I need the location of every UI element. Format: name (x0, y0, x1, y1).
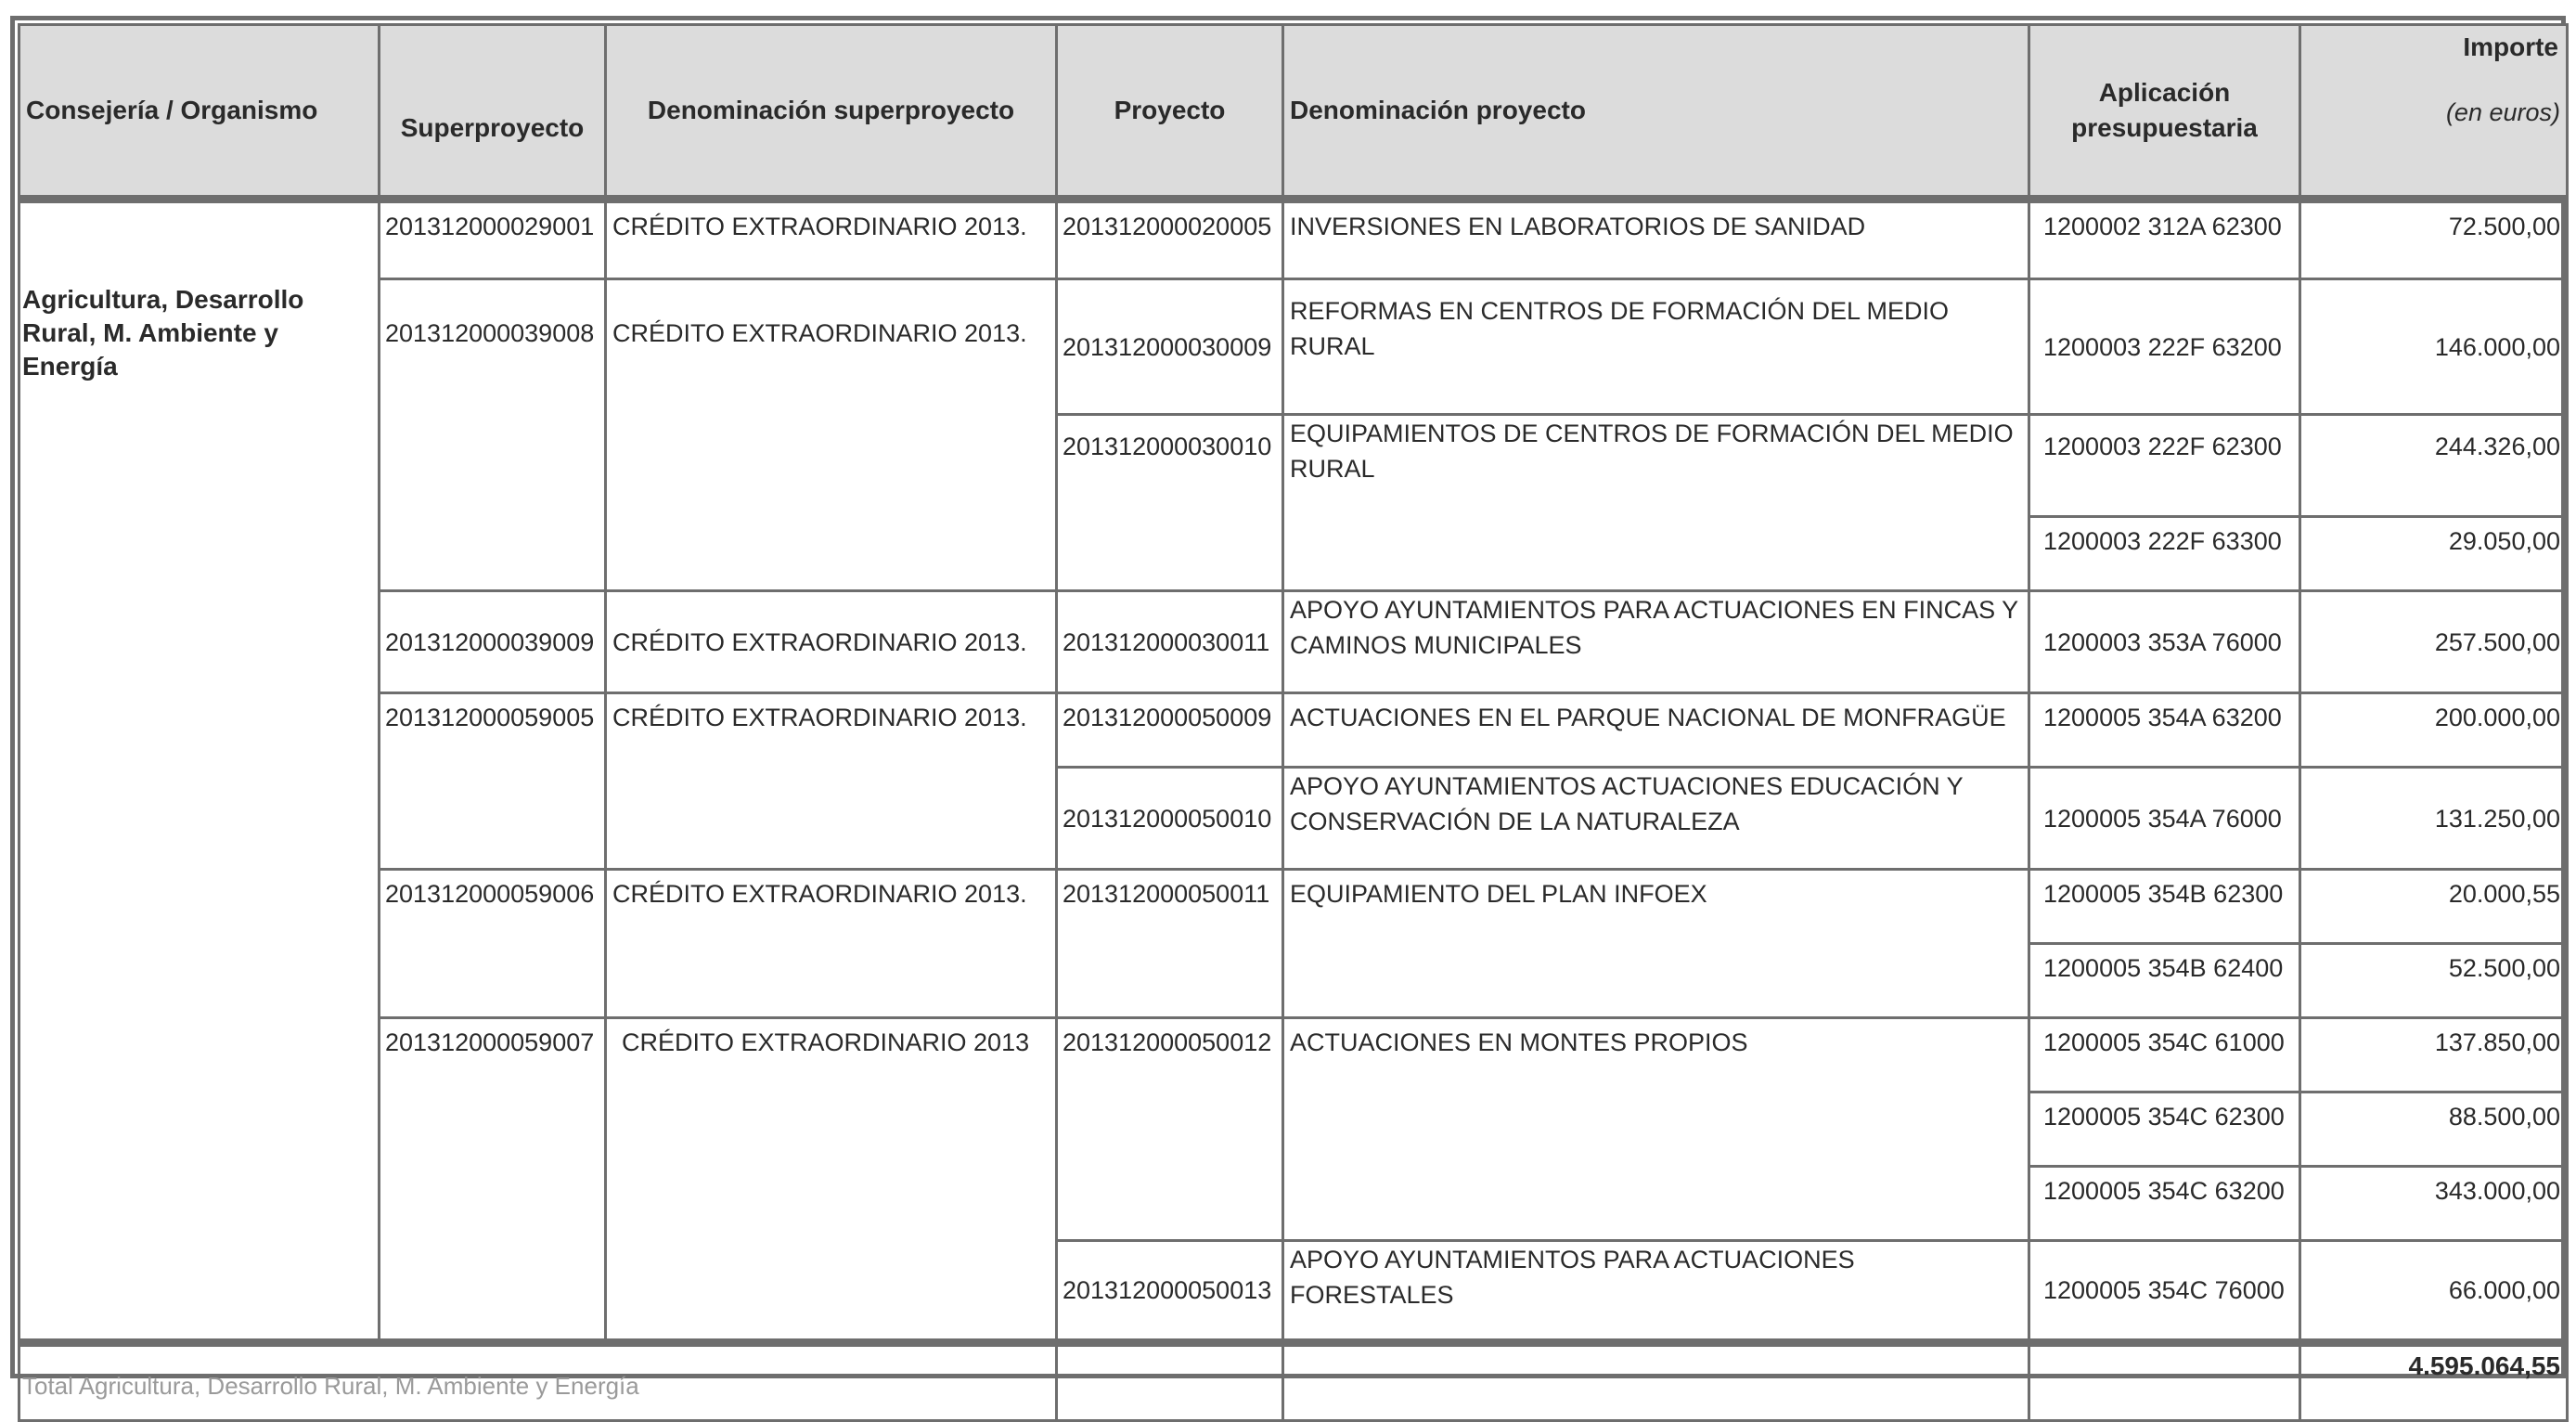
total-empty-cell (2029, 1343, 2300, 1421)
superproyecto-name: CRÉDITO EXTRAORDINARIO 2013 (606, 1018, 1057, 1343)
total-empty-cell (1283, 1343, 2029, 1421)
importe-cell: 52.500,00 (2300, 944, 2568, 1018)
proyecto-code: 201312000030010 (1057, 415, 1283, 591)
table-row (19, 1018, 2568, 1092)
proyecto-name: APOYO AYUNTAMIENTOS PARA ACTUACIONES FORESTALES (1283, 1241, 2029, 1343)
aplicacion-cell: 1200003 222F 63300 (2029, 517, 2300, 591)
proyecto-name: INVERSIONES EN LABORATORIOS DE SANIDAD (1283, 200, 2029, 279)
proyecto-name: APOYO AYUNTAMIENTOS PARA ACTUACIONES EN FINCAS Y CAMINOS MUNICIPALES (1283, 591, 2029, 693)
superproyecto-code: 201312000059006 (380, 870, 606, 1018)
aplicacion-cell: 1200005 354C 61000 (2029, 1018, 2300, 1092)
header-row (19, 25, 2568, 200)
aplicacion-cell: 1200003 222F 62300 (2029, 415, 2300, 517)
header-proyecto: Proyecto (1057, 25, 1283, 200)
proyecto-name: EQUIPAMIENTO DEL PLAN INFOEX (1283, 870, 2029, 1018)
table-row (19, 200, 2568, 279)
superproyecto-name: CRÉDITO EXTRAORDINARIO 2013. (606, 591, 1057, 693)
proyecto-code: 201312000030009 (1057, 279, 1283, 415)
aplicacion-cell: 1200005 354A 63200 (2029, 693, 2300, 768)
superproyecto-name: CRÉDITO EXTRAORDINARIO 2013. (606, 870, 1057, 1018)
header-importe (2300, 25, 2568, 200)
total-amount: 4.595.064,55 (2300, 1343, 2568, 1421)
superproyecto-code: 201312000029001 (380, 200, 606, 279)
proyecto-name: ACTUACIONES EN EL PARQUE NACIONAL DE MONFRAGÜE (1283, 693, 2029, 768)
aplicacion-cell: 1200005 354B 62400 (2029, 944, 2300, 1018)
aplicacion-cell: 1200005 354C 63200 (2029, 1167, 2300, 1241)
aplicacion-cell: 1200005 354B 62300 (2029, 870, 2300, 944)
proyecto-name: APOYO AYUNTAMIENTOS ACTUACIONES EDUCACIÓN Y CONSERVACIÓN DE LA NATURALEZA (1283, 768, 2029, 870)
total-label: Total Agricultura, Desarrollo Rural, M. Ambiente y Energía (19, 1343, 1057, 1421)
table-row (19, 591, 2568, 693)
aplicacion-cell: 1200003 353A 76000 (2029, 591, 2300, 693)
importe-cell: 200.000,00 (2300, 693, 2568, 768)
aplicacion-cell: 1200003 222F 63200 (2029, 279, 2300, 415)
importe-cell: 66.000,00 (2300, 1241, 2568, 1343)
aplicacion-cell: 1200002 312A 62300 (2029, 200, 2300, 279)
header-organismo: Consejería / Organismo (19, 25, 380, 200)
table-row (19, 870, 2568, 944)
importe-cell: 137.850,00 (2300, 1018, 2568, 1092)
budget-table-frame (10, 16, 2566, 1400)
importe-cell: 146.000,00 (2300, 279, 2568, 415)
importe-cell: 88.500,00 (2300, 1092, 2568, 1167)
table-row (19, 693, 2568, 768)
header-denominacion-proyecto: Denominación proyecto (1283, 25, 2029, 200)
header-aplicacion: Aplicación presupuestaria (2029, 25, 2300, 200)
importe-cell: 343.000,00 (2300, 1167, 2568, 1241)
header-importe-unit: (en euros) (2445, 98, 2560, 126)
aplicacion-cell: 1200005 354C 62300 (2029, 1092, 2300, 1167)
aplicacion-cell: 1200005 354C 76000 (2029, 1241, 2300, 1343)
header-importe-label: Importe (2463, 32, 2558, 61)
proyecto-code: 201312000050012 (1057, 1018, 1283, 1241)
superproyecto-code: 201312000039008 (380, 279, 606, 591)
proyecto-code: 201312000050010 (1057, 768, 1283, 870)
total-empty-cell (1057, 1343, 1283, 1421)
proyecto-code: 201312000050011 (1057, 870, 1283, 1018)
proyecto-code: 201312000050013 (1057, 1241, 1283, 1343)
superproyecto-code: 201312000059005 (380, 693, 606, 870)
superproyecto-code: 201312000059007 (380, 1018, 606, 1343)
total-row (19, 1343, 2568, 1421)
proyecto-name: EQUIPAMIENTOS DE CENTROS DE FORMACIÓN DEL MEDIO RURAL (1283, 415, 2029, 591)
header-superproyecto: Superproyecto (380, 25, 606, 200)
importe-cell: 20.000,55 (2300, 870, 2568, 944)
budget-table (18, 23, 2569, 1422)
importe-cell: 72.500,00 (2300, 200, 2568, 279)
superproyecto-name: CRÉDITO EXTRAORDINARIO 2013. (606, 200, 1057, 279)
aplicacion-cell: 1200005 354A 76000 (2029, 768, 2300, 870)
superproyecto-name: CRÉDITO EXTRAORDINARIO 2013. (606, 279, 1057, 591)
superproyecto-name: CRÉDITO EXTRAORDINARIO 2013. (606, 693, 1057, 870)
proyecto-name: REFORMAS EN CENTROS DE FORMACIÓN DEL MEDIO RURAL (1283, 279, 2029, 415)
proyecto-code: 201312000030011 (1057, 591, 1283, 693)
superproyecto-code: 201312000039009 (380, 591, 606, 693)
importe-cell: 257.500,00 (2300, 591, 2568, 693)
proyecto-code: 201312000020005 (1057, 200, 1283, 279)
importe-cell: 244.326,00 (2300, 415, 2568, 517)
header-denominacion-superproyecto: Denominación superproyecto (606, 25, 1057, 200)
importe-cell: 29.050,00 (2300, 517, 2568, 591)
table-row (19, 279, 2568, 415)
proyecto-name: ACTUACIONES EN MONTES PROPIOS (1283, 1018, 2029, 1241)
proyecto-code: 201312000050009 (1057, 693, 1283, 768)
importe-cell: 131.250,00 (2300, 768, 2568, 870)
organismo-cell: Agricultura, Desarrollo Rural, M. Ambiente y Energía (19, 200, 380, 1343)
